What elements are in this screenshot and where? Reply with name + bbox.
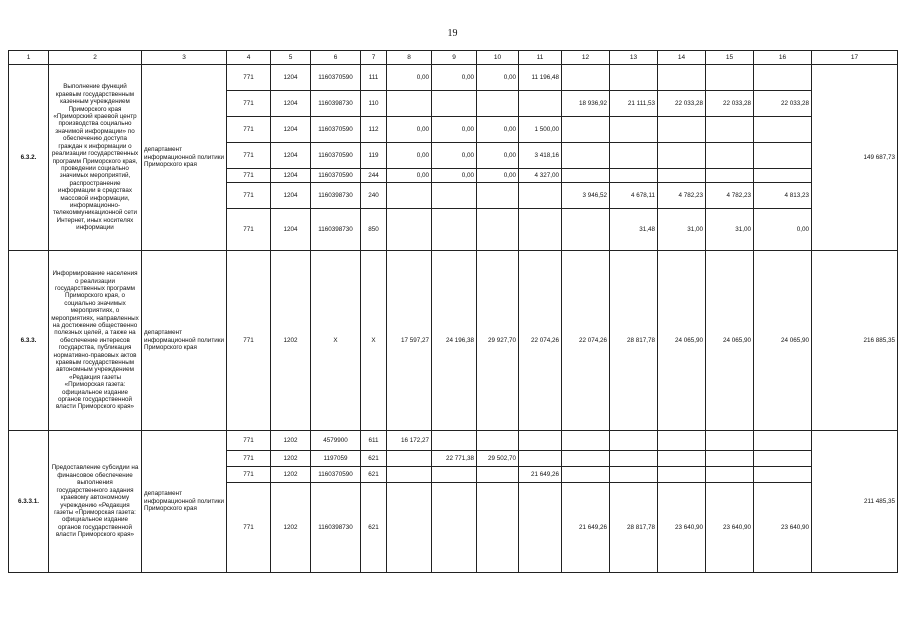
cell-col-15 (706, 169, 754, 183)
cell-col-11 (519, 209, 562, 251)
cell-col-7: 621 (361, 483, 387, 573)
cell-col-5: 1202 (271, 483, 311, 573)
cell-col-12 (562, 143, 610, 169)
cell-col-4: 771 (227, 451, 271, 467)
cell-col-13 (610, 467, 658, 483)
cell-col-6: 1197059 (311, 451, 361, 467)
budget-table (8, 50, 898, 573)
cell-col-16 (754, 467, 812, 483)
cell-col-5: 1204 (271, 143, 311, 169)
cell-col-6: 1160398730 (311, 209, 361, 251)
cell-col-14 (658, 431, 706, 451)
cell-col-13 (610, 451, 658, 467)
cell-col-8: 16 172,27 (387, 431, 432, 451)
cell-col-6: 1160370590 (311, 65, 361, 91)
item-code: 6.3.3. (9, 251, 49, 431)
cell-col-10: 29 927,70 (477, 251, 519, 431)
cell-col-7: 240 (361, 183, 387, 209)
column-header-10: 10 (477, 51, 519, 65)
cell-col-11: 21 649,26 (519, 467, 562, 483)
column-header-15: 15 (706, 51, 754, 65)
cell-col-8 (387, 451, 432, 467)
cell-col-10 (477, 91, 519, 117)
cell-col-7: 621 (361, 451, 387, 467)
cell-col-9 (432, 183, 477, 209)
cell-col-9 (432, 91, 477, 117)
cell-col-16 (754, 143, 812, 169)
cell-col-6: 1160370590 (311, 143, 361, 169)
cell-col-7: 119 (361, 143, 387, 169)
cell-col-7: 110 (361, 91, 387, 117)
cell-col-13: 28 817,78 (610, 251, 658, 431)
cell-col-5: 1204 (271, 183, 311, 209)
cell-col-8: 0,00 (387, 65, 432, 91)
cell-col-8 (387, 483, 432, 573)
cell-col-13: 31,48 (610, 209, 658, 251)
cell-col-9 (432, 467, 477, 483)
cell-col-14: 22 033,28 (658, 91, 706, 117)
cell-col-7: 850 (361, 209, 387, 251)
cell-col-13: 4 678,11 (610, 183, 658, 209)
cell-col-8 (387, 91, 432, 117)
cell-col-15 (706, 431, 754, 451)
cell-col-5: 1204 (271, 65, 311, 91)
cell-col-13: 21 111,53 (610, 91, 658, 117)
cell-col-6: X (311, 251, 361, 431)
cell-col-11 (519, 183, 562, 209)
cell-col-12 (562, 467, 610, 483)
cell-col-6: 4579900 (311, 431, 361, 451)
item-description: Выполнение функций краевым государственным казенным учреждением Приморского края «Приморский краевой центр производства социально значимой информации» по обеспечению доступа граждан к информации о реализации государственных программ Приморского края, проведении социально значимых мероприятий, распространение информации в средствах массовой информации, информационно-телекоммуникационной сети Интернет, иных носителях информации (49, 65, 142, 251)
responsible-department: департамент информационной политики Приморского края (142, 65, 227, 251)
page-number: 19 (447, 28, 458, 39)
cell-col-8: 0,00 (387, 117, 432, 143)
cell-col-9: 0,00 (432, 117, 477, 143)
cell-col-16: 4 813,23 (754, 183, 812, 209)
cell-col-14: 31,00 (658, 209, 706, 251)
cell-col-13 (610, 169, 658, 183)
cell-col-14 (658, 467, 706, 483)
cell-col-10: 0,00 (477, 117, 519, 143)
cell-col-5: 1202 (271, 431, 311, 451)
column-header-16: 16 (754, 51, 812, 65)
cell-col-12: 18 936,92 (562, 91, 610, 117)
cell-col-4: 771 (227, 143, 271, 169)
cell-col-10 (477, 209, 519, 251)
column-header-7: 7 (361, 51, 387, 65)
cell-col-10 (477, 483, 519, 573)
cell-col-9: 0,00 (432, 169, 477, 183)
cell-col-16: 0,00 (754, 209, 812, 251)
column-header-12: 12 (562, 51, 610, 65)
cell-col-5: 1204 (271, 209, 311, 251)
cell-col-14 (658, 143, 706, 169)
cell-col-7: X (361, 251, 387, 431)
item-total: 211 485,35 (812, 431, 898, 573)
cell-col-11: 1 500,00 (519, 117, 562, 143)
cell-col-4: 771 (227, 483, 271, 573)
cell-col-10 (477, 431, 519, 451)
cell-col-11 (519, 451, 562, 467)
item-code: 6.3.2. (9, 65, 49, 251)
item-description: Информирование населения о реализации государственных программ Приморского края, о социально значимых мероприятиях, о мероприятиях, направленных на достижение общественно полезных целей, а также на обеспечение интересов государства, публикация нормативно-правовых актов краевым государственным автономным учреждением «Редакция газеты «Приморская газета: официальное издание органов государственной власти Приморского края» (49, 251, 142, 431)
cell-col-12: 3 946,52 (562, 183, 610, 209)
responsible-department: департамент информационной политики Приморского края (142, 431, 227, 573)
cell-col-10 (477, 467, 519, 483)
cell-col-12 (562, 209, 610, 251)
cell-col-10: 0,00 (477, 65, 519, 91)
cell-col-10: 0,00 (477, 143, 519, 169)
cell-col-4: 771 (227, 467, 271, 483)
column-header-8: 8 (387, 51, 432, 65)
cell-col-9: 0,00 (432, 143, 477, 169)
cell-col-16 (754, 117, 812, 143)
cell-col-4: 771 (227, 209, 271, 251)
cell-col-5: 1204 (271, 91, 311, 117)
cell-col-16 (754, 169, 812, 183)
cell-col-12 (562, 65, 610, 91)
cell-col-14: 4 782,23 (658, 183, 706, 209)
cell-col-16: 23 640,90 (754, 483, 812, 573)
cell-col-15 (706, 117, 754, 143)
cell-col-15: 22 033,28 (706, 91, 754, 117)
cell-col-7: 611 (361, 431, 387, 451)
cell-col-7: 111 (361, 65, 387, 91)
cell-col-4: 771 (227, 431, 271, 451)
cell-col-13: 28 817,78 (610, 483, 658, 573)
cell-col-14: 24 065,90 (658, 251, 706, 431)
cell-col-9 (432, 209, 477, 251)
cell-col-14 (658, 169, 706, 183)
header-row (9, 51, 898, 65)
cell-col-11: 4 327,00 (519, 169, 562, 183)
cell-col-15 (706, 65, 754, 91)
cell-col-6: 1160370590 (311, 169, 361, 183)
cell-col-15 (706, 451, 754, 467)
cell-col-5: 1202 (271, 467, 311, 483)
cell-col-11: 22 074,26 (519, 251, 562, 431)
cell-col-15: 4 782,23 (706, 183, 754, 209)
cell-col-11 (519, 91, 562, 117)
cell-col-8 (387, 467, 432, 483)
cell-col-9 (432, 431, 477, 451)
cell-col-4: 771 (227, 169, 271, 183)
cell-col-8: 0,00 (387, 169, 432, 183)
column-header-3: 3 (142, 51, 227, 65)
cell-col-14 (658, 117, 706, 143)
cell-col-5: 1202 (271, 451, 311, 467)
cell-col-14 (658, 65, 706, 91)
cell-col-9 (432, 483, 477, 573)
cell-col-12 (562, 117, 610, 143)
cell-col-13 (610, 143, 658, 169)
cell-col-6: 1160398730 (311, 183, 361, 209)
cell-col-16: 24 065,90 (754, 251, 812, 431)
cell-col-15: 24 065,90 (706, 251, 754, 431)
cell-col-8: 17 597,27 (387, 251, 432, 431)
cell-col-16 (754, 451, 812, 467)
column-header-17: 17 (812, 51, 898, 65)
cell-col-13 (610, 117, 658, 143)
item-code: 6.3.3.1. (9, 431, 49, 573)
cell-col-14: 23 640,90 (658, 483, 706, 573)
cell-col-12 (562, 431, 610, 451)
cell-col-7: 244 (361, 169, 387, 183)
cell-col-16: 22 033,28 (754, 91, 812, 117)
item-description: Предоставление субсидии на финансовое обеспечение выполнения государственного задания краевому автономному учреждению «Редакция газеты «Приморская газета: официальное издание органов государственной власти Приморского края» (49, 431, 142, 573)
cell-col-5: 1204 (271, 169, 311, 183)
cell-col-6: 1160370590 (311, 467, 361, 483)
column-header-6: 6 (311, 51, 361, 65)
cell-col-12 (562, 451, 610, 467)
cell-col-6: 1160398730 (311, 91, 361, 117)
responsible-department: департамент информационной политики Приморского края (142, 251, 227, 431)
column-header-2: 2 (49, 51, 142, 65)
cell-col-15 (706, 143, 754, 169)
cell-col-8 (387, 209, 432, 251)
cell-col-4: 771 (227, 91, 271, 117)
cell-col-8 (387, 183, 432, 209)
column-header-14: 14 (658, 51, 706, 65)
cell-col-11: 3 418,16 (519, 143, 562, 169)
table-row (9, 431, 898, 451)
cell-col-9: 24 196,38 (432, 251, 477, 431)
table-row (9, 65, 898, 91)
cell-col-4: 771 (227, 65, 271, 91)
column-header-1: 1 (9, 51, 49, 65)
column-header-9: 9 (432, 51, 477, 65)
cell-col-16 (754, 431, 812, 451)
cell-col-5: 1202 (271, 251, 311, 431)
cell-col-9: 0,00 (432, 65, 477, 91)
cell-col-12: 22 074,26 (562, 251, 610, 431)
cell-col-5: 1204 (271, 117, 311, 143)
cell-col-7: 621 (361, 467, 387, 483)
cell-col-12: 21 649,26 (562, 483, 610, 573)
cell-col-13 (610, 431, 658, 451)
item-total: 216 885,35 (812, 251, 898, 431)
table-row (9, 251, 898, 431)
cell-col-4: 771 (227, 117, 271, 143)
cell-col-12 (562, 169, 610, 183)
cell-col-11 (519, 431, 562, 451)
cell-col-6: 1160370590 (311, 117, 361, 143)
cell-col-10 (477, 183, 519, 209)
cell-col-15: 31,00 (706, 209, 754, 251)
cell-col-8: 0,00 (387, 143, 432, 169)
cell-col-14 (658, 451, 706, 467)
column-header-11: 11 (519, 51, 562, 65)
cell-col-10: 29 502,70 (477, 451, 519, 467)
cell-col-10: 0,00 (477, 169, 519, 183)
column-header-5: 5 (271, 51, 311, 65)
cell-col-11 (519, 483, 562, 573)
cell-col-4: 771 (227, 183, 271, 209)
cell-col-15: 23 640,90 (706, 483, 754, 573)
cell-col-9: 22 771,38 (432, 451, 477, 467)
item-total: 149 687,73 (812, 65, 898, 251)
cell-col-4: 771 (227, 251, 271, 431)
cell-col-13 (610, 65, 658, 91)
column-header-13: 13 (610, 51, 658, 65)
cell-col-16 (754, 65, 812, 91)
cell-col-11: 11 196,48 (519, 65, 562, 91)
cell-col-7: 112 (361, 117, 387, 143)
cell-col-6: 1160398730 (311, 483, 361, 573)
column-header-4: 4 (227, 51, 271, 65)
cell-col-15 (706, 467, 754, 483)
